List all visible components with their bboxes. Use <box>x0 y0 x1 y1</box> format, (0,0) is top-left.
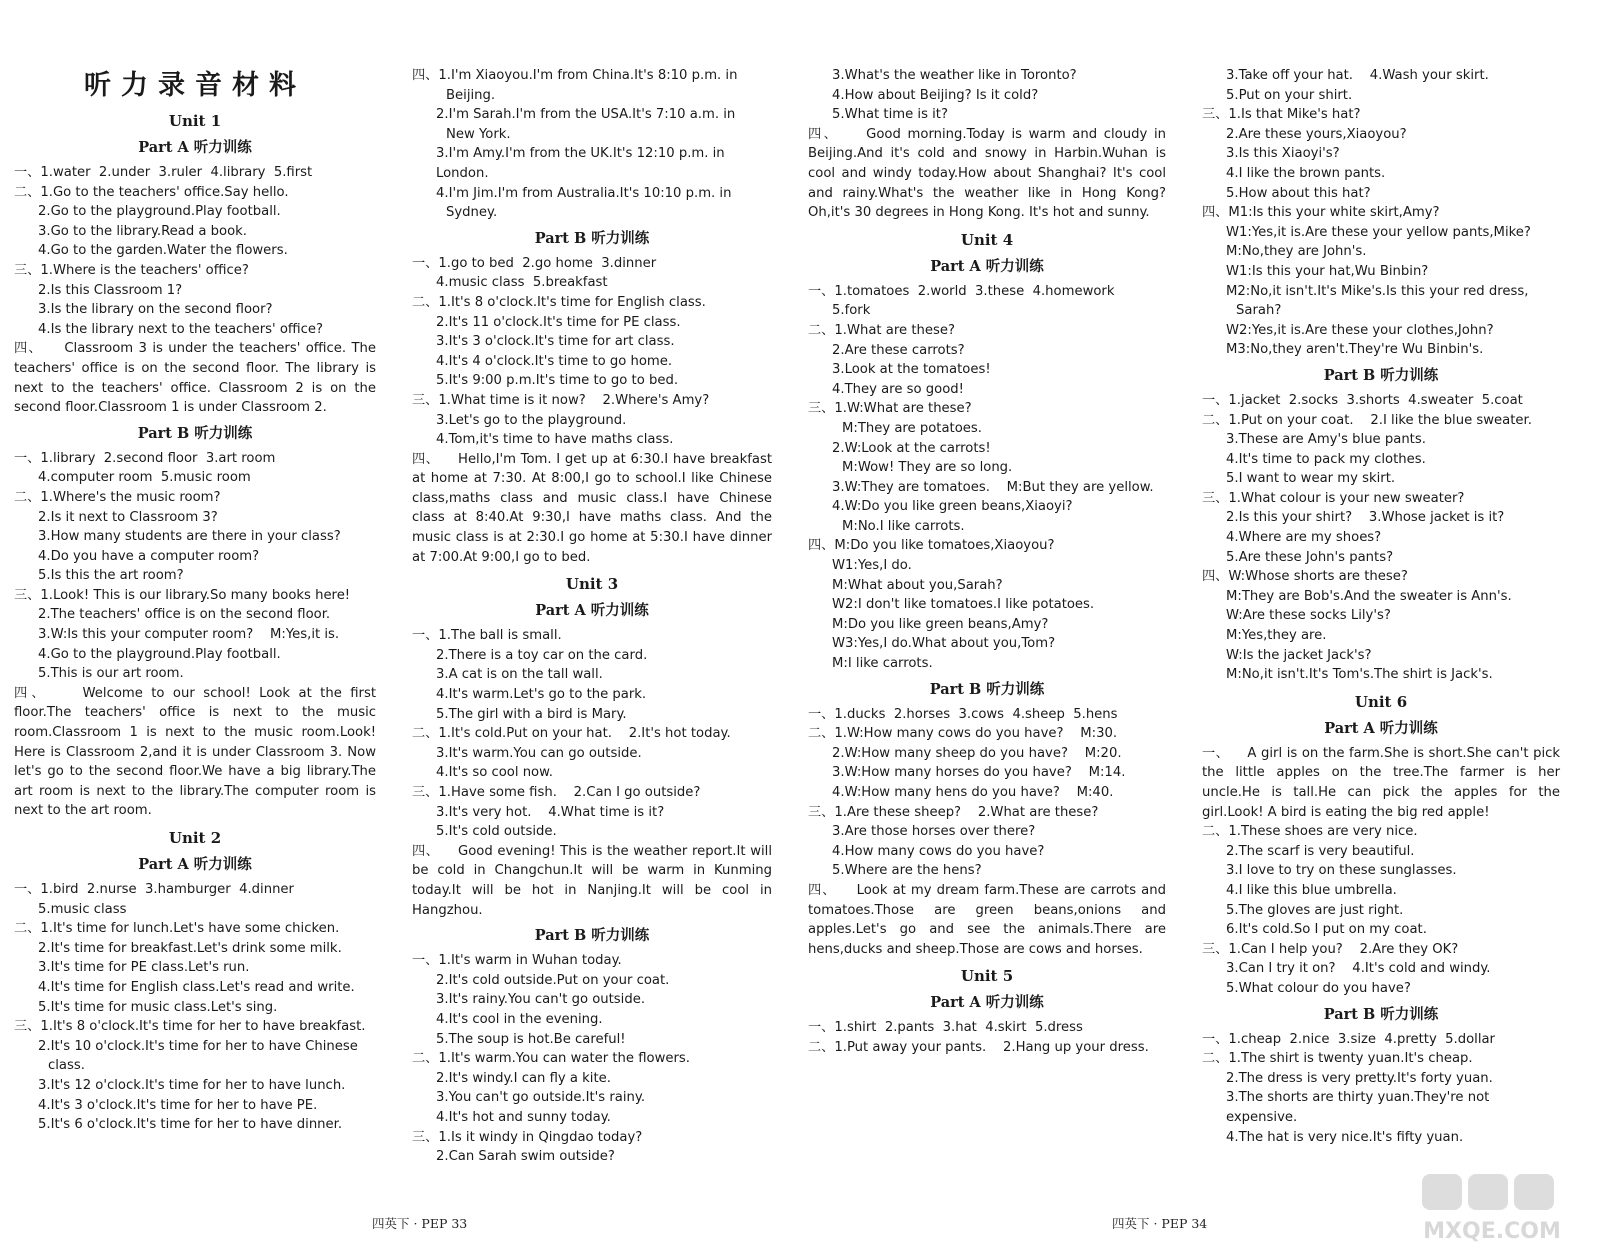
text-line: 2.Are these carrots? <box>832 342 965 358</box>
text-line: New York. <box>446 126 511 142</box>
text-line: 5.Put on your shirt. <box>1226 87 1353 103</box>
text-line: 4.The hat is very nice.It's fifty yuan. <box>1226 1129 1464 1145</box>
unit-heading: Unit 4 <box>960 230 1014 249</box>
text-line: 5.It's cold outside. <box>436 824 557 840</box>
unit-heading: Unit 2 <box>168 829 222 847</box>
text-line: 2.Is this Classroom 1? <box>38 282 183 298</box>
text-line: 3.I love to try on these sunglasses. <box>1226 863 1457 879</box>
unit-heading: Unit 6 <box>1354 692 1408 711</box>
text-line: 3.Take off your hat. 4.Wash your skirt. <box>1226 68 1489 83</box>
column-4 <box>1202 66 1565 1147</box>
text-line: 一、1.It's warm in Wuhan today. <box>412 953 622 969</box>
text-line: 3.Go to the library.Read a book. <box>38 223 248 239</box>
text-line: 4.How about Beijing? Is it cold? <box>832 87 1039 103</box>
text-line: 四、 Welcome to our school! Look at the first floor.The teachers' office is next to the music room.Classroom 1 is next to the music room.Look! Here is Classroom 2,and it is under Classroom 3. Now let's go to the second floor.We have a big library.The art room is next to the library.The computer room is next to the art room. <box>14 685 381 819</box>
text-line: 二、1.Put on your coat. 2.I like the blue sweater. <box>1202 412 1532 428</box>
text-line: 3.It's time for PE class.Let's run. <box>38 960 250 976</box>
text-line: 5.fork <box>832 303 871 319</box>
text-line: 3.Let's go to the playground. <box>436 412 627 428</box>
text-line: 一、1.library 2.second floor 3.art room <box>14 450 276 466</box>
text-line: 3.W:They are tomatoes. M:But they are yellow. <box>832 479 1154 495</box>
text-line: M:No.I like carrots. <box>842 518 965 534</box>
part-heading: Part A 听力训练 <box>930 994 1044 1012</box>
text-line: 3.You can't go outside.It's rainy. <box>436 1090 646 1106</box>
text-line: 4.W:Do you like green beans,Xiaoyi? <box>832 499 1073 515</box>
text-line: 2.It's cold outside.Put on your coat. <box>436 972 670 988</box>
text-line: 三、1.Where is the teachers' office? <box>14 262 249 278</box>
text-line: 4.It's time to pack my clothes. <box>1226 451 1426 467</box>
part-heading: Part B 听力训练 <box>1323 1005 1439 1023</box>
text-line: Sarah? <box>1236 303 1282 319</box>
text-line: 4.It's warm.Let's go to the park. <box>436 687 647 703</box>
text-line: 四、 Classroom 3 is under the teachers' office. The teachers' office is on the second floor. The library is next to the teachers' office. Classroom 2 is on the second floor.Classroom 1 is under Classroom 2. <box>14 341 381 416</box>
text-line: 四、 Hello,I'm Tom. I get up at 6:30.I have breakfast at home at 7:30. At 8:00,I go to school.I like Chinese class,maths class and music class.I have Chinese class at 8:40.At 9:30,I have maths class. And the music class is at 2:30.I go home at 5:30.I have dinner at 7:00.At 9:00,I go to bed. <box>412 451 777 565</box>
part-heading: Part B 听力训练 <box>929 680 1045 698</box>
part-heading: Part A 听力训练 <box>138 856 252 873</box>
text-line: 3.Is this Xiaoyi's? <box>1226 146 1340 162</box>
text-line: M:Wow! They are so long. <box>842 460 1013 476</box>
text-line: 4.music class 5.breakfast <box>436 275 608 291</box>
text-line: 一、1.jacket 2.socks 3.shorts 4.sweater 5.coat <box>1202 392 1523 408</box>
text-line: 2.W:How many sheep do you have? M:20. <box>832 745 1122 761</box>
text-line: 3.It's rainy.You can't go outside. <box>436 992 646 1008</box>
part-heading: Part B 听力训练 <box>137 424 253 442</box>
text-line: 二、1.W:How many cows do you have? M:30. <box>808 726 1118 742</box>
part-heading: Part A 听力训练 <box>1324 719 1438 737</box>
text-line: 4.Where are my shoes? <box>1226 530 1382 546</box>
text-line: 4.Go to the garden.Water the flowers. <box>38 243 288 259</box>
text-line: 二、1.Where's the music room? <box>14 489 221 505</box>
text-line: 3.What's the weather like in Toronto? <box>832 68 1077 83</box>
part-heading: Part A 听力训练 <box>138 139 252 156</box>
text-line: 2.Is it next to Classroom 3? <box>38 509 218 525</box>
text-line: 三、1.It's 8 o'clock.It's time for her to have breakfast. <box>14 1019 366 1035</box>
text-line: 2.It's 11 o'clock.It's time for PE class. <box>436 314 681 330</box>
text-line: 三、1.Is it windy in Qingdao today? <box>412 1129 643 1145</box>
page-footer-left: 四英下 · PEP 33 <box>372 1216 468 1231</box>
text-line: 三、1.Look! This is our library.So many books here! <box>14 587 351 603</box>
part-heading: Part A 听力训练 <box>930 257 1044 275</box>
text-line: 2.W:Look at the carrots! <box>832 440 991 456</box>
text-line: 4.It's 4 o'clock.It's time to go home. <box>436 353 673 369</box>
text-line: 4.It's hot and sunny today. <box>436 1109 611 1125</box>
part-heading: Part B 听力训练 <box>534 229 650 247</box>
text-line: 3.It's 3 o'clock.It's time for art class. <box>436 334 675 350</box>
text-line: W:Are these socks Lily's? <box>1226 608 1391 624</box>
text-line: Beijing. <box>446 87 496 103</box>
text-line: 一、1.shirt 2.pants 3.hat 4.skirt 5.dress <box>808 1020 1083 1036</box>
text-line: 二、1.These shoes are very nice. <box>1202 824 1418 840</box>
column-3 <box>808 66 1171 1058</box>
text-line: 四、M1:Is this your white skirt,Amy? <box>1202 205 1440 221</box>
text-line: 四、1.I'm Xiaoyou.I'm from China.It's 8:10 p.m. in <box>412 68 738 83</box>
text-line: 2.The dress is very pretty.It's forty yuan. <box>1226 1070 1493 1086</box>
text-line: 4.I like the brown pants. <box>1226 165 1386 181</box>
text-line: 5.This is our art room. <box>38 666 184 682</box>
text-line: 三、1.Have some fish. 2.Can I go outside? <box>412 785 701 800</box>
text-line: M:Yes,they are. <box>1226 628 1327 644</box>
text-line: M:No,it isn't.It's Tom's.The shirt is Jack's. <box>1226 667 1493 683</box>
text-line: 3.It's very hot. 4.What time is it? <box>436 804 665 820</box>
text-line: W1:Is this your hat,Wu Binbin? <box>1226 263 1429 279</box>
text-line: 2.It's time for breakfast.Let's drink some milk. <box>38 940 342 956</box>
text-line: Sydney. <box>446 205 498 221</box>
text-line: 一、1.go to bed 2.go home 3.dinner <box>412 255 657 271</box>
unit-heading: Unit 1 <box>168 112 222 130</box>
page-footer-right: 四英下 · PEP 34 <box>1112 1216 1208 1231</box>
text-line: 一、1.The ball is small. <box>412 628 562 644</box>
text-line: 二、1.What are these? <box>808 322 955 338</box>
text-line: 5.The soup is hot.Be careful! <box>436 1031 626 1047</box>
page-right <box>800 0 1600 1254</box>
text-line: 4.computer room 5.music room <box>38 470 251 486</box>
text-line: 3.The shorts are thirty yuan.They're not expensive. <box>1226 1090 1494 1125</box>
text-line: 二、1.Go to the teachers' office.Say hello. <box>14 184 289 200</box>
text-line: 6.It's cold.So I put on my coat. <box>1226 922 1427 938</box>
text-line: 2.It's windy.I can fly a kite. <box>436 1070 611 1086</box>
text-line: 一、 A girl is on the farm.She is short.She can't pick the little apples on the tree.The farmer is her uncle.He is tall.He can pick the apples for the girl.Look! A bird is eating the big red apple! <box>1202 745 1565 820</box>
text-line: W1:Yes,I do. <box>832 558 912 574</box>
text-line: 三、1.W:What are these? <box>808 401 972 417</box>
unit-heading: Unit 5 <box>960 967 1014 986</box>
text-line: 2.The scarf is very beautiful. <box>1226 843 1415 859</box>
text-line: 三、1.What colour is your new sweater? <box>1202 490 1465 506</box>
text-line: 2.It's 10 o'clock.It's time for her to have Chinese <box>38 1038 358 1054</box>
text-line: 5.How about this hat? <box>1226 185 1371 201</box>
text-line: M2:No,it isn't.It's Mike's.Is this your red dress, <box>1226 283 1529 299</box>
text-line: 4.It's cool in the evening. <box>436 1011 603 1027</box>
text-line: 4.They are so good! <box>832 381 964 397</box>
text-line: 3.How many students are there in your class? <box>38 529 341 545</box>
text-line: 5.It's 6 o'clock.It's time for her to have dinner. <box>38 1117 343 1133</box>
unit-heading: Unit 3 <box>565 575 619 594</box>
text-line: W1:Yes,it is.Are these your yellow pants,Mike? <box>1226 224 1531 240</box>
watermark-logo <box>1402 1168 1582 1246</box>
text-line: 5.music class <box>38 901 127 917</box>
text-line: 4.It's time for English class.Let's read and write. <box>38 979 355 995</box>
part-heading: Part B 听力训练 <box>534 927 650 945</box>
text-line: 3.Are those horses over there? <box>832 824 1036 840</box>
part-heading: Part B 听力训练 <box>1323 366 1439 384</box>
text-line: 4.Tom,it's time to have maths class. <box>436 432 674 448</box>
text-line: 3.Is the library on the second floor? <box>38 302 273 318</box>
text-line: M3:No,they aren't.They're Wu Binbin's. <box>1226 342 1484 358</box>
text-line: 3.W:How many horses do you have? M:14. <box>832 765 1126 781</box>
text-line: 一、1.cheap 2.nice 3.size 4.pretty 5.dollar <box>1202 1031 1495 1047</box>
text-line: 5.It's time for music class.Let's sing. <box>38 999 278 1015</box>
text-line: 三、1.What time is it now? 2.Where's Amy? <box>412 392 710 408</box>
text-line: 三、1.Can I help you? 2.Are they OK? <box>1202 941 1459 957</box>
watermark-text: MXQE.COM <box>1423 1219 1561 1244</box>
text-line: 一、1.bird 2.nurse 3.hamburger 4.dinner <box>14 882 294 897</box>
text-line: 2.I'm Sarah.I'm from the USA.It's 7:10 a.m. in <box>436 107 736 123</box>
column-1 <box>14 62 381 1135</box>
text-line: 5.The gloves are just right. <box>1226 902 1404 918</box>
text-line: M:I like carrots. <box>832 656 933 672</box>
text-line: 2.The teachers' office is on the second floor. <box>38 607 331 623</box>
text-line: 5.Are these John's pants? <box>1226 549 1394 565</box>
text-line: 4.I'm Jim.I'm from Australia.It's 10:10 p.m. in <box>436 185 732 201</box>
text-line: 5.It's 9:00 p.m.It's time to go to bed. <box>436 373 679 389</box>
text-line: 4.I like this blue umbrella. <box>1226 882 1397 898</box>
text-line: 二、1.The shirt is twenty yuan.It's cheap. <box>1202 1051 1473 1067</box>
text-line: 三、1.Are these sheep? 2.What are these? <box>808 804 1099 820</box>
text-line: 4.W:How many hens do you have? M:40. <box>832 785 1114 800</box>
text-line: 5.The girl with a bird is Mary. <box>436 706 627 722</box>
text-line: 一、1.ducks 2.horses 3.cows 4.sheep 5.hens <box>808 706 1118 722</box>
text-line: M:What about you,Sarah? <box>832 577 1003 593</box>
text-line: 2.Are these yours,Xiaoyou? <box>1226 126 1407 142</box>
text-line: 5.I want to wear my skirt. <box>1226 471 1396 487</box>
text-line: 二、1.It's cold.Put on your hat. 2.It's hot today. <box>412 726 731 742</box>
text-line: 二、1.It's warm.You can water the flowers. <box>412 1051 690 1067</box>
text-line: W:Is the jacket Jack's? <box>1226 647 1372 663</box>
text-line: 4.It's 3 o'clock.It's time for her to have PE. <box>38 1097 318 1113</box>
text-line: 2.Is this your shirt? 3.Whose jacket is it? <box>1226 510 1505 526</box>
text-line: 四、 Good morning.Today is warm and cloudy in Beijing.And it's cold and snowy in Harbin.Wuhan is cool and windy today.How about Shanghai? It's cool and rainy.What's the weather like in Hong Kong? Oh,it's 30 degrees in Hong Kong. It's hot and sunny. <box>808 126 1171 221</box>
text-line: M:No,they are John's. <box>1226 244 1367 260</box>
text-line: 四、 Look at my dream farm.These are carrots and tomatoes.Those are green beans,onions and apples.Let's go and see the animals.There are hens,ducks and sheep.Those are cows and horses. <box>808 882 1171 957</box>
text-line: 2.There is a toy car on the card. <box>436 647 648 663</box>
text-line: W2:Yes,it is.Are these your clothes,John? <box>1226 322 1494 338</box>
text-line: M:They are Bob's.And the sweater is Ann's. <box>1226 588 1512 604</box>
text-line: 一、1.tomatoes 2.world 3.these 4.homework <box>808 283 1115 299</box>
page-title: 听力录音材料 <box>84 70 306 101</box>
text-line: W2:I don't like tomatoes.I like potatoes. <box>832 597 1095 613</box>
text-line: 3.It's 12 o'clock.It's time for her to have lunch. <box>38 1077 346 1093</box>
text-line: 4.Is the library next to the teachers' office? <box>38 321 324 337</box>
text-line: 三、1.Is that Mike's hat? <box>1202 107 1361 123</box>
text-line: 3.I'm Amy.I'm from the UK.It's 12:10 p.m. in London. <box>436 146 729 181</box>
text-line: 4.It's so cool now. <box>436 765 553 781</box>
text-line: W3:Yes,I do.What about you,Tom? <box>832 636 1056 652</box>
text-line: 3.A cat is on the tall wall. <box>436 667 603 683</box>
text-line: 二、1.It's 8 o'clock.It's time for English class. <box>412 294 706 310</box>
text-line: 4.How many cows do you have? <box>832 843 1045 859</box>
text-line: 5.Is this the art room? <box>38 568 184 584</box>
text-line: 3.W:Is this your computer room? M:Yes,it is. <box>38 627 340 643</box>
text-line: 2.Go to the playground.Play football. <box>38 204 281 220</box>
text-line: M:They are potatoes. <box>842 420 982 436</box>
text-line: M:Do you like green beans,Amy? <box>832 616 1049 632</box>
text-line: 四、M:Do you like tomatoes,Xiaoyou? <box>808 538 1055 554</box>
text-line: 5.What colour do you have? <box>1226 980 1411 996</box>
text-line: 4.Do you have a computer room? <box>38 548 260 564</box>
text-line: 3.Can I try it on? 4.It's cold and windy. <box>1226 961 1491 977</box>
text-line: 5.Where are the hens? <box>832 863 982 879</box>
text-line: 四、 Good evening! This is the weather report.It will be cold in Changchun.It will be warm in Kunming today.It will be hot in Nanjing.It will be cool in Hangzhou. <box>412 843 777 918</box>
text-line: 3.These are Amy's blue pants. <box>1226 432 1426 448</box>
text-line: 5.What time is it? <box>832 107 948 123</box>
text-line: 二、1.Put away your pants. 2.Hang up your dress. <box>808 1039 1149 1055</box>
part-heading: Part A 听力训练 <box>535 602 649 620</box>
column-2 <box>412 66 777 1167</box>
text-line: 二、1.It's time for lunch.Let's have some chicken. <box>14 921 340 937</box>
text-line: 2.Can Sarah swim outside? <box>436 1149 615 1165</box>
text-line: 4.Go to the playground.Play football. <box>38 646 281 662</box>
text-line: 3.Look at the tomatoes! <box>832 362 991 378</box>
text-line: 四、W:Whose shorts are these? <box>1202 569 1408 585</box>
text-line: class. <box>48 1058 85 1074</box>
text-line: 3.It's warm.You can go outside. <box>436 745 642 761</box>
text-line: 一、1.water 2.under 3.ruler 4.library 5.first <box>14 165 313 180</box>
